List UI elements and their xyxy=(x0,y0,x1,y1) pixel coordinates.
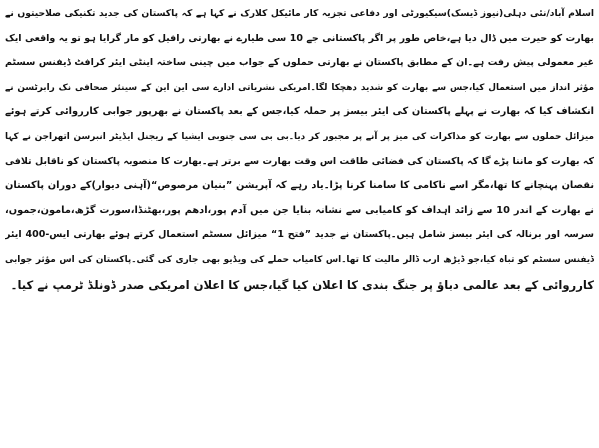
article-line-2: بھارت کو حیرت میں ڈال دیا ہے،خاص طور پر اگر پاکستانی جے 10 سی طیارے نے بھارتی رافیل کو مار گرایا ہو تو یہ واقعی ایک xyxy=(5,32,594,44)
article-line-1: اسلام آباد/نئی دہلی(نیوز ڈیسک)سیکیورٹی اور دفاعی تجزیہ کار مائیکل کلارک نے کہا ہے کہ پاکستان کی جدید تکنیکی صلاحیتوں نے xyxy=(5,8,594,19)
article-line-11: ڈیفنس سسٹم کو تباہ کیا،جو ڈیڑھ ارب ڈالر مالیت کا تھا۔اس کامیاب حملے کی ویڈیو بھی جاری کی گئی۔پاکستان کی اس مؤثر جوابی xyxy=(5,254,594,265)
article-line-8: نقصان پہنچانے کا تھا،مگر اسے ناکامی کا سامنا کرنا پڑا۔یاد رہے کہ آپریشن ”بنیان مرصوص“(آہنی دیوار)کے دوران پاکستان xyxy=(5,180,594,192)
article-line-6: میزائل حملوں سے بھارت کو مذاکرات کی میز پر آنے پر مجبور کر دیا۔بی بی سی جنوبی ایشیا کے ریجنل ایڈیٹر انبرسن اتھراجن نے کہا xyxy=(5,131,594,142)
article-line-10: سرسہ اور برنالہ کی ایئر بیسز شامل ہیں۔پاکستان نے جدید ”فتح 1“ میزائل سسٹم استعمال کرتے ہوئے بھارتی ایس-400 ایئر xyxy=(5,229,594,241)
article-line-9: نے بھارت کے اندر 10 سے زائد اہداف کو کامیابی سے نشانہ بنایا جن میں آدم پور،ادھم پور،بھٹنڈا،سورت گڑھ،مامون،جموں، xyxy=(5,204,594,216)
article-line-4: مؤثر انداز میں استعمال کیا،جس سے بھارت کو شدید دھچکا لگا۔امریکی نشریاتی ادارے سی این این کے سینئر صحافی نک رابرٹسن نے xyxy=(5,82,594,93)
article-line-12: کارروائی کے بعد عالمی دباؤ پر جنگ بندی کا اعلان کیا گیا،جس کا اعلان امریکی صدر ڈونلڈ ٹرمپ نے کیا۔ xyxy=(10,277,594,292)
article-line-7: کہ بھارت کو ماننا پڑے گا کہ پاکستان کی فضائی طاقت اس وقت بھارت سے برتر ہے۔بھارت کا منصوبہ پاکستان کو ناقابل تلافی xyxy=(5,155,594,167)
article-line-3: غیر معمولی پیش رفت ہے۔ان کے مطابق پاکستان نے بھارتی حملوں کے جواب میں چینی ساختہ اینٹی ایئر کرافٹ ڈیفنس سسٹم xyxy=(5,57,594,69)
article-line-5: انکشاف کیا کہ بھارت نے پہلے پاکستان کی ایئر بیسز پر حملہ کیا،جس کے بعد پاکستان نے بھرپور جوابی کارروائی کرتے ہوئے xyxy=(5,106,594,118)
